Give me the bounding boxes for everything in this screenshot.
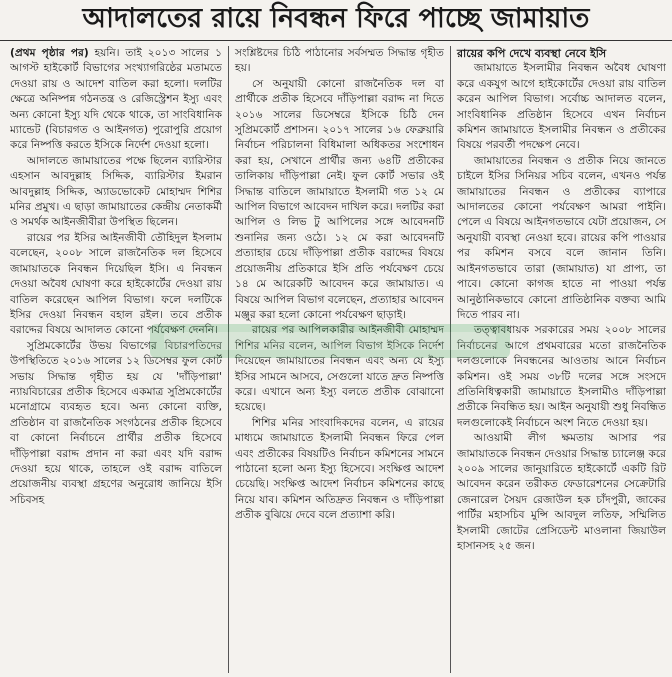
column-2 (228, 46, 450, 673)
subheading: রায়ের কপি দেখে ব্যবস্থা নেবে ইসি (457, 47, 607, 60)
paragraph: জামায়াতের নিবন্ধন ও প্রতীক নিয়ে জানতে চাইলে ইসির সিনিয়র সচিব বলেন, এখনও পর্যন্ত জামায়াতের নিবন্ধন ও প্রতীকের ব্যাপারে আদালতের কোনো পর্যবেক্ষণ আমরা পাইনি। পেলে এ বিষয়ে আইনগতভাবে যেটা প্রয়োজন, সে অনুযায়ী ব্যবস্থা নেওয়া হবে। রায়ের কপি পাওয়ার পর কমিশন বসবে বলে জানান তিনি। আইনগতভাবে তারা (জামায়াত) যা প্রাপ্য, তা পাবে। কোনো কাগজ হাতে না পাওয়া পর্যন্ত আনুষ্ঠানিকভাবে কোনো প্রাতিষ্ঠানিক বক্তব্য আমি দিতে পারব না। (457, 154, 666, 321)
paragraph: শিশির মনির সাংবাদিকদের বলেন, এ রায়ের মাধ্যমে জামায়াতে ইসলামী নিবন্ধন ফিরে পেল এবং প্রতীকের বিষয়টিও নির্বাচন কমিশনের সামনে পাঠানো হলো অন্য ইস্যু হিসেবে। সংক্ষিপ্ত আদেশ চেয়েছি। সংক্ষিপ্ত আদেশ নির্বাচন কমিশনের কাছে নিয়ে যাব। কমিশন অতিদ্রুত নিবন্ধন ও দাঁড়িপাল্লা প্রতীক বুঝিয়ে দেবে বলে প্রত্যাশা করি। (235, 416, 444, 522)
paragraph: তত্ত্বাবধায়ক সরকারের সময় ২০০৮ সালের নির্বাচনের আগে প্রথমবারের মতো রাজনৈতিক দলগুলোকে নিবন্ধনের আওতায় আনে নির্বাচন কমিশন। ওই সময় ৩৮টি দলের সঙ্গে সংসদে প্রতিনিধিত্বকারী জামায়াতে ইসলামীও দাঁড়িপাল্লা প্রতীকে নিবন্ধিত হয়। আইন অনুযায়ী শুধু নিবন্ধিত দলগুলোকেই নির্বাচনে অংশ নিতে দেওয়া হয়। (457, 324, 666, 429)
continued-label: (প্রথম পৃষ্ঠার পর) (10, 47, 89, 59)
headline: আদালতের রায়ে নিবন্ধন ফিরে পাচ্ছে জামায়াত (0, 0, 672, 41)
paragraph (10, 46, 222, 154)
article-body (10, 46, 666, 673)
column-3 (450, 46, 666, 673)
paragraph: আদালতে জামায়াতের পক্ষে ছিলেন ব্যারিস্টার এহসান আবদুল্লাহ সিদ্দিক, ব্যারিস্টার ইমরান আবদুল্লাহ সিদ্দিক, অ্যাডভোকেট মোহাম্মদ শিশির মনির প্রমুখ। এ ছাড়া জামায়াতের কেন্দ্রীয় নেতাকর্মী ও সমর্থক আইনজীবীরা উপস্থিত ছিলেন। (10, 154, 222, 229)
paragraph: সে অনুযায়ী কোনো রাজনৈতিক দল বা প্রার্থীকে প্রতীক হিসেবে দাঁড়িপাল্লা বরাদ্দ না দিতে ২০১৬ সালের ডিসেম্বরে ইসিকে চিঠি দেন সুপ্রিমকোর্ট প্রশাসন। ২০১৭ সালের ১৬ ফেব্রুয়ারি নির্বাচন পরিচালনা বিধিমালা অধিকতর সংশোধন করা হয়, সেখানে প্রার্থীর জন্য ৬৪টি প্রতীকের তালিকায় দাঁড়িপাল্লা নেই। ফুল কোর্ট সভার ওই সিদ্ধান্ত বাতিলে জামায়াতে ইসলামী গত ১২ মে আপিল বিভাগে আবেদন দাখিল করে। দলটির করা আপিল ও লিভ টু আপিলের সঙ্গে আবেদনটি শুনানির জন্য ওঠে। ১২ মে করা আবেদনটি প্রত্যাহার চেয়ে দাঁড়িপাল্লা প্রতীক বরাদ্দের বিষয়ে প্রয়োজনীয় প্রতিকারে ইসি প্রতি পর্যবেক্ষণ চেয়ে ১৪ মে আরেকটি আবেদন করে জামায়াত। এ বিষয়ে আপিল বিভাগ বলেছেন, প্রত্যাহার আবেদন মঞ্জুর করা হলো কোনো পর্যবেক্ষণ ছাড়াই। (235, 77, 444, 321)
column-1 (10, 46, 228, 673)
paragraph: সুপ্রিমকোর্টের উভয় বিভাগের বিচারপতিদের উপস্থিতিতে ২০১৬ সালের ১২ ডিসেম্বর ফুল কোর্ট সভায় সিদ্ধান্ত গৃহীত হয় যে 'দাঁড়িপাল্লা' ন্যায়বিচারের প্রতীক হিসেবে একমাত্র সুপ্রিমকোর্টের মনোগ্রামে ব্যবহৃত হবে। অন্য কোনো ব্যক্তি, প্রতিষ্ঠান বা রাজনৈতিক সংগঠনের প্রতীক হিসেবে বা কোনো নির্বাচনে প্রার্থীর প্রতীক হিসেবে দাঁড়িপাল্লা বরাদ্দ প্রদান না করা এবং যদি বরাদ্দ দেওয়া হয়ে থাকে, তাহলে ওই বরাদ্দ বাতিলে প্রয়োজনীয় ব্যবস্থা গ্রহণের অনুরোধ জানিয়ে ইসি সচিবসহ (10, 339, 222, 506)
paragraph: আওয়ামী লীগ ক্ষমতায় আসার পর জামায়াতকে নিবন্ধন দেওয়ার সিদ্ধান্ত চ্যালেঞ্জ করে ২০০৯ সালের জানুয়ারিতে হাইকোর্টে একটি রিট আবেদন করেন তরীকত ফেডারেশনের সেক্রেটারি জেনারেল সৈয়দ রেজাউল হক চাঁদপুরী, জাকের পার্টির মহাসচিব মুন্সি আবদুল লতিফ, সম্মিলিত ইসলামী জোটের প্রেসিডেন্ট মাওলানা জিয়াউল হাসানসহ ২৫ জন। (457, 432, 666, 552)
paragraph: রায়ের পর ইসির আইনজীবী তৌহিদুল ইসলাম বলেছেন, ২০০৮ সালে রাজনৈতিক দল হিসেবে জামায়াতকে নিবন্ধন দিয়েছিল ইসি। এ নিবন্ধন দেওয়া অবৈধ ঘোষণা করে হাইকোর্টের দেওয়া রায় বাতিল করেছেন আপিল বিভাগ। ফলে দলটিকে ইসির দেওয়া নিবন্ধন বহাল রইল। তবে প্রতীক বরাদ্দের বিষয়ে আদালত কোনো পর্যবেক্ষণ দেননি। (10, 231, 222, 337)
paragraph: রায়ের পর আপিলকারীর আইনজীবী মোহাম্মদ শিশির মনির বলেন, আপিল বিভাগ ইসিকে নির্দেশ দিয়েছেন জামায়াতের নিবন্ধন এবং অন্য যে ইস্যু ইসির সামনে আসবে, সেগুলো যাতে দ্রুত নিষ্পত্তি করে। এখানে অন্য ইস্যু বলতে প্রতীক বোঝানো হয়েছে। (235, 324, 444, 414)
paragraph-text: হয়নি। তাই ২০১৩ সালের ১ আগস্ট হাইকোর্ট বিভাগের সংখ্যাগরিষ্ঠের মতামতে দেওয়া রায় ও আদেশ বাতিল করা হলো। দলটির ক্ষেত্রে অনিষ্পন্ন গঠনতন্ত্র ও রেজিস্ট্রেশন ইস্যু এবং অন্য কোনো ইস্যু যদি থেকে থাকে, তা সাংবিধানিক ম্যান্ডেট (বিচারগত ও আইনগত) পুরোপুরি প্রয়োগ করে নিষ্পত্তি করতে ইসিকে নির্দেশ দেওয়া হলো। (10, 47, 222, 152)
paragraph: সংশ্লিষ্টদের চিঠি পাঠানোর সর্বসম্মত সিদ্ধান্ত গৃহীত হয়। (235, 47, 444, 75)
paragraph: জামায়াতে ইসলামীর নিবন্ধন অবৈধ ঘোষণা করে একযুগ আগে হাইকোর্টের দেওয়া রায় বাতিল করেন আপিল বিভাগ। সর্বোচ্চ আদালত বলেন, সাংবিধানিক প্রতিষ্ঠান হিসেবে এখন নির্বাচন কমিশন জামায়াতে ইসলামীর নিবন্ধন ও প্রতীকের বিষয়ে পরবর্তী পদক্ষেপ নেবে। (457, 62, 666, 152)
